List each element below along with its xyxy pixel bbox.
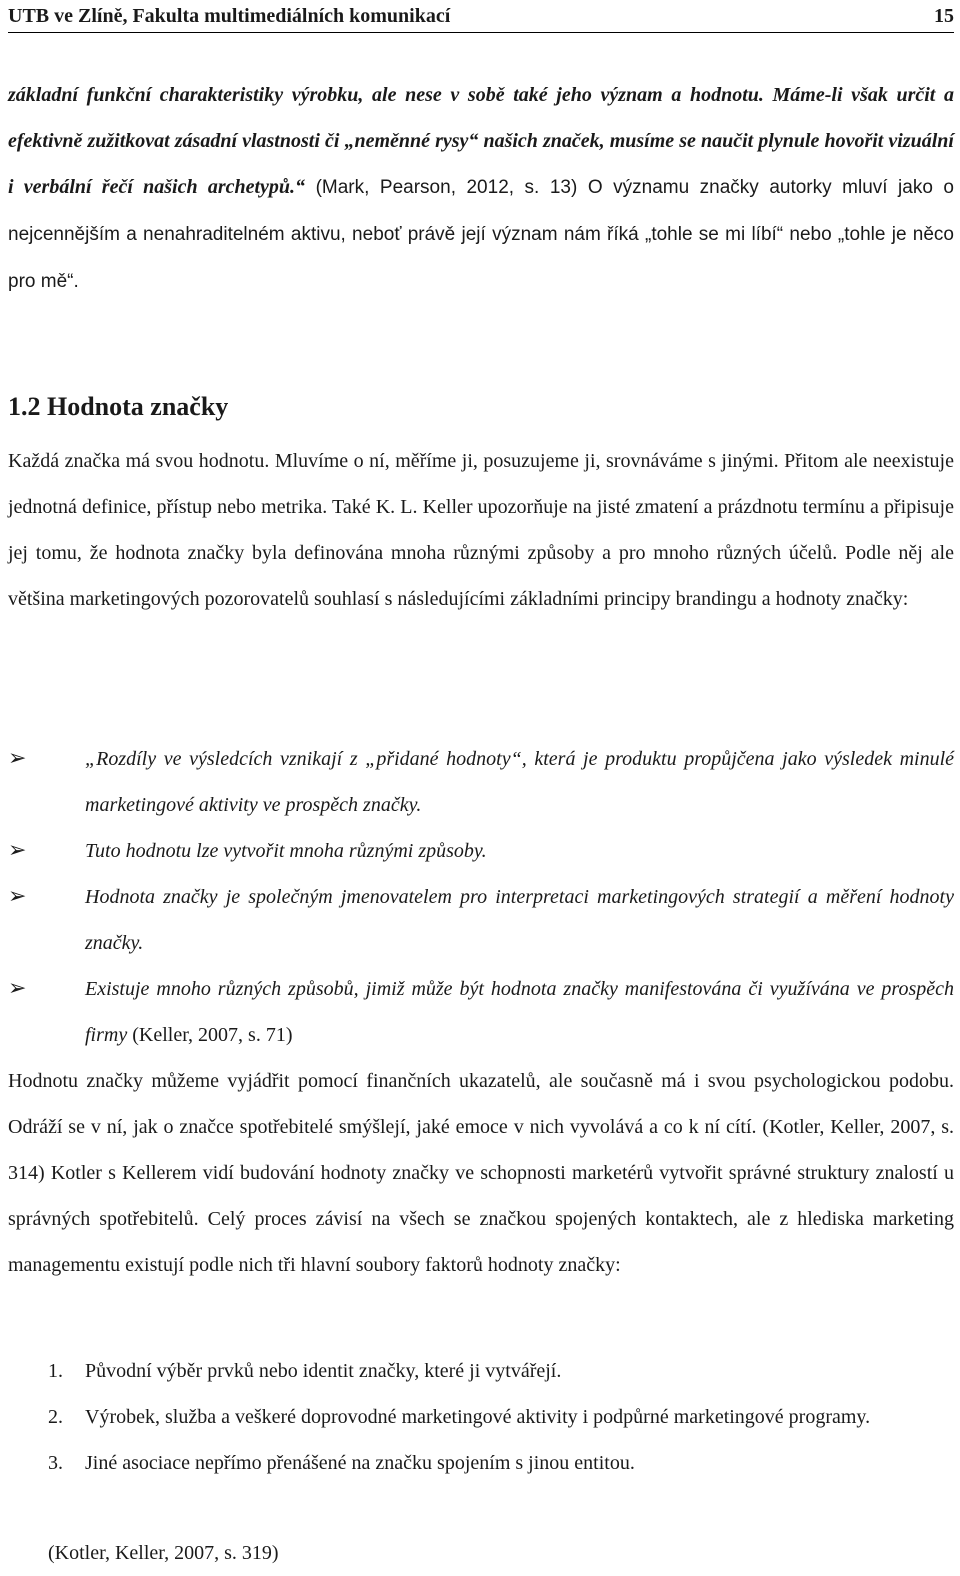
bullet-text: Tuto hodnotu lze vytvořit mnoha různými způsoby. bbox=[85, 840, 487, 862]
numbered-list bbox=[8, 1348, 954, 1486]
arrow-bullet-icon: ➢ bbox=[8, 838, 27, 863]
bullet-text: „Rozdíly ve výsledcích vznikají z „přidané hodnoty“, která je produktu propůjčena jako výsledek minulé marketingové aktivity ve prospěch značky. bbox=[85, 748, 954, 816]
item-number: 1. bbox=[48, 1360, 63, 1382]
citation: (Kotler, Keller, 2007, s. 319) bbox=[48, 1542, 279, 1564]
page-number: 15 bbox=[934, 4, 954, 27]
body-paragraph-2: Hodnotu značky můžeme vyjádřit pomocí finančních ukazatelů, ale současně má i svou psychologickou podobu. Odráží se v ní, jak o značce spotřebitelé smýšlejí, jaké emoce v nich vyvolává a co k ní cítí. (Kotler, Keller, 2007, s. 314) Kotler s Kellerem vidí budování hodnoty značky ve schopnosti marketérů vytvořit správné struktury znalostí u správných spotřebitelů. Celý proces závisí na všech se značkou spojených kontaktech, ale z hlediska marketing managementu existují podle nich tři hlavní soubory faktorů hodnoty značky: bbox=[8, 1070, 954, 1276]
intro-quote: základní funkční charakteristiky výrobku, ale nese v sobě také jeho význam a hodnotu. Máme-li však určit a efektivně zužitkovat zásadní vlastnosti či „neměnné rysy“ našich značek, musíme se naučit plynule hovořit vizuální i verbální řečí našich archetypů.“ bbox=[8, 84, 954, 198]
list-item bbox=[8, 874, 954, 966]
item-number: 3. bbox=[48, 1452, 63, 1474]
intro-rest: (Mark, Pearson, 2012, s. 13) O významu značky autorky mluví jako o nejcennějším a nenahraditelném aktivu, neboť právě její význam nám říká „tohle se mi líbí“ nebo „tohle je něco pro mě“. bbox=[8, 177, 954, 292]
arrow-bullet-icon: ➢ bbox=[8, 746, 27, 771]
list-item bbox=[8, 1394, 954, 1440]
list-item bbox=[8, 1348, 954, 1394]
list-item bbox=[8, 1440, 954, 1486]
intro-paragraph bbox=[8, 72, 954, 305]
bullet-list bbox=[8, 736, 954, 1058]
bullet-text: Existuje mnoho různých způsobů, jimiž může být hodnota značky manifestována či využívána ve prospěch firmy bbox=[85, 978, 954, 1046]
section-heading: 1.2 Hodnota značky bbox=[8, 392, 229, 421]
arrow-bullet-icon: ➢ bbox=[8, 884, 27, 909]
list-item bbox=[8, 828, 954, 874]
item-number: 2. bbox=[48, 1406, 63, 1428]
item-text: Jiné asociace nepřímo přenášené na značku spojením s jinou entitou. bbox=[85, 1452, 635, 1474]
item-text: Výrobek, služba a veškeré doprovodné marketingové aktivity i podpůrné marketingové programy. bbox=[85, 1406, 871, 1428]
header-title: UTB ve Zlíně, Fakulta multimediálních komunikací bbox=[8, 4, 451, 27]
item-text: Původní výběr prvků nebo identit značky, které ji vytvářejí. bbox=[85, 1360, 562, 1382]
list-item bbox=[8, 736, 954, 828]
arrow-bullet-icon: ➢ bbox=[8, 976, 27, 1001]
bullet-text: Hodnota značky je společným jmenovatelem pro interpretaci marketingových strategií a měření hodnoty značky. bbox=[85, 886, 954, 954]
page-header bbox=[8, 0, 954, 33]
list-item bbox=[8, 966, 954, 1058]
bullet-citation: (Keller, 2007, s. 71) bbox=[127, 1024, 293, 1046]
body-paragraph-1: Každá značka má svou hodnotu. Mluvíme o ní, měříme ji, posuzujeme ji, srovnáváme s jinými. Přitom ale neexistuje jednotná definice, přístup nebo metrika. Také K. L. Keller upozorňuje na jisté zmatení a prázdnotu termínu a připisuje jej tomu, že hodnota značky byla definována mnoha různými způsoby a pro mnoho různých účelů. Podle něj ale většina marketingových pozorovatelů souhlasí s následujícími základními principy brandingu a hodnoty značky: bbox=[8, 450, 954, 610]
